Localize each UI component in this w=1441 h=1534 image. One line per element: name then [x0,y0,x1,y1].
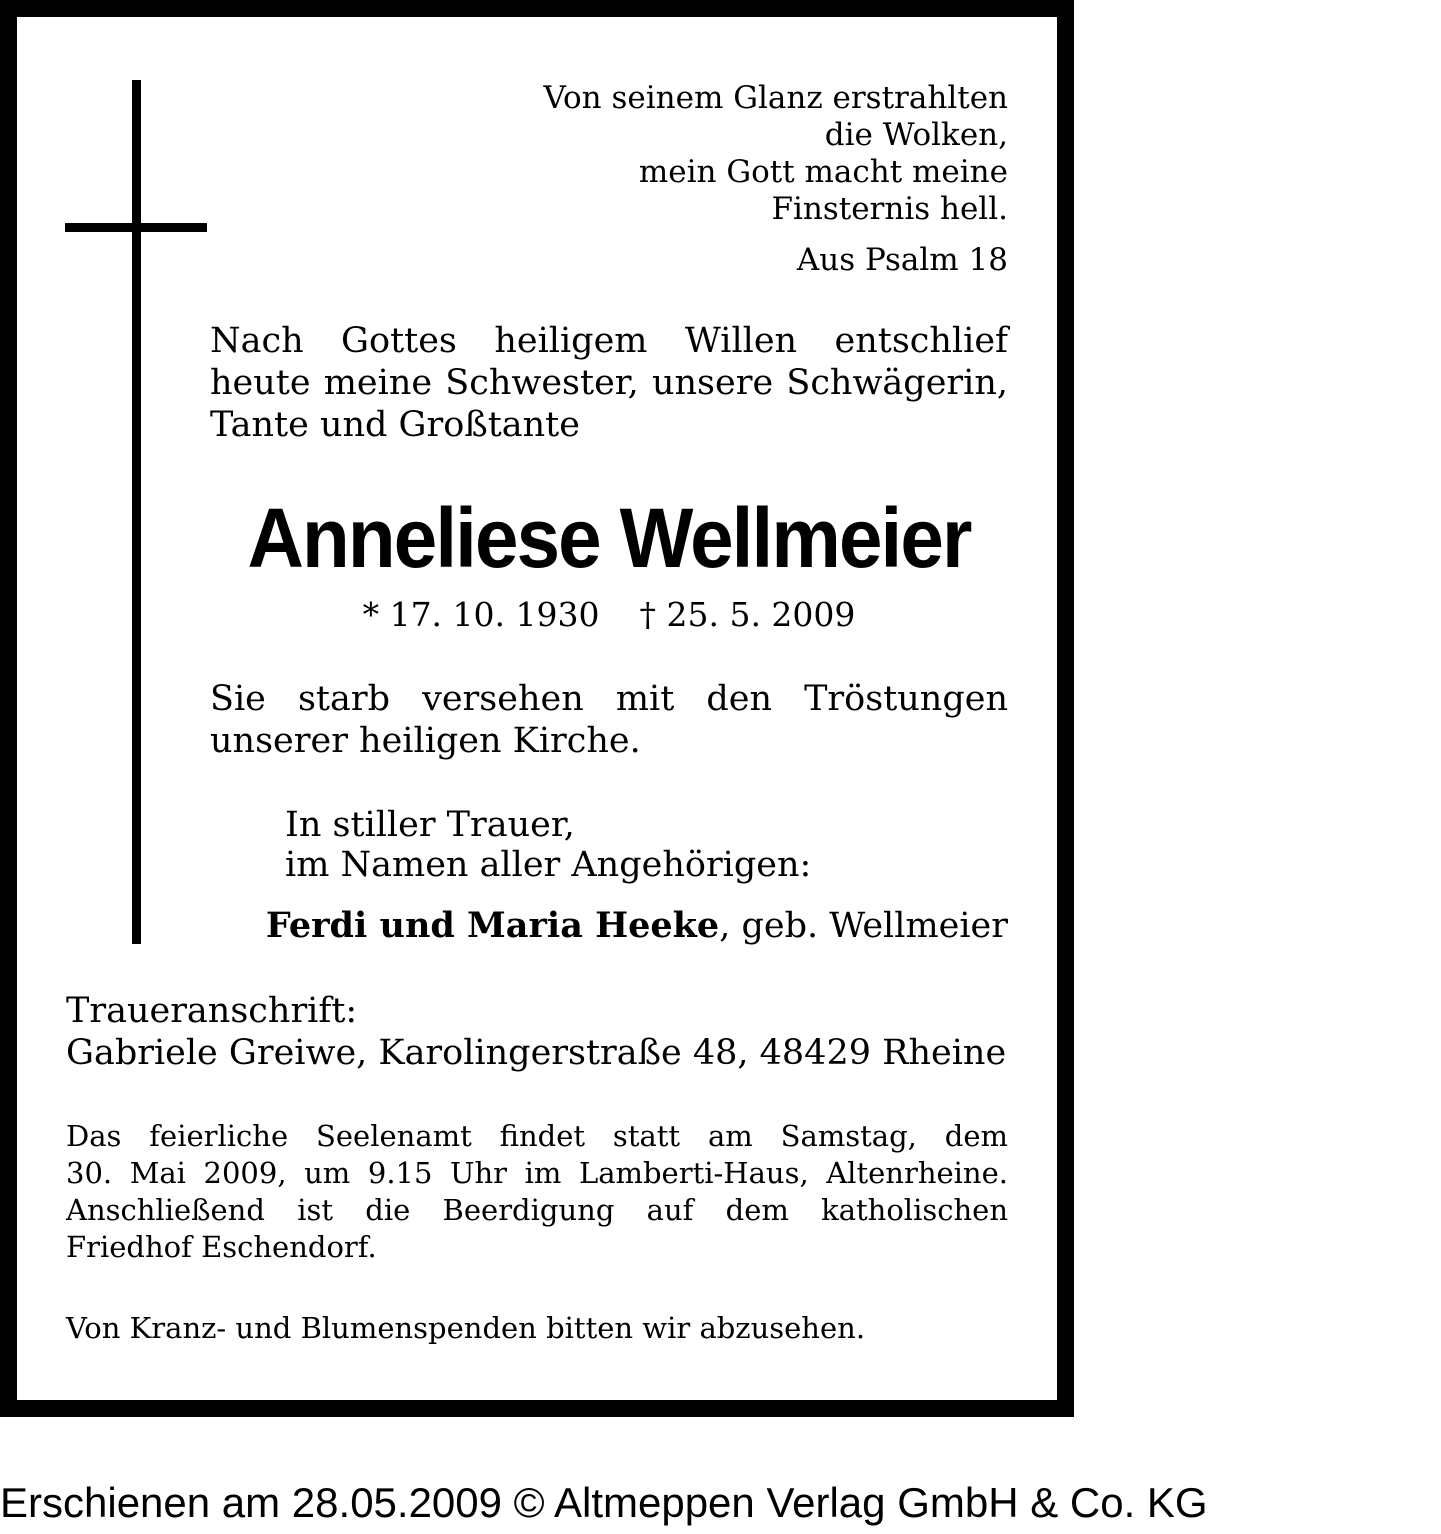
verse-line: Von seinem Glanz erstrahlten [543,80,1008,116]
signature-names: Ferdi und Maria Heeke [265,905,720,946]
address-value: Gabriele Greiwe, Karolingerstraße 48, 48429 Rheine [66,1033,1007,1073]
announcement-line: heute meine Schwester, unsere Schwägerin, [210,363,1008,403]
service-line: Anschließend ist die Beerdigung auf dem katholischen [66,1193,1008,1227]
death-date: † 25. 5. 2009 [639,595,856,634]
address-label: Traueranschrift: [66,991,358,1031]
psalm-verse [543,80,1008,228]
mourning-address [66,990,1006,1074]
deceased-name: Anneliese Wellmeier [247,491,971,585]
announcement-line: Nach Gottes heiligem Willen entschlief [210,321,1008,361]
service-line: Das feierliche Seelenamt findet statt am Samstag, dem [66,1119,1008,1153]
verse-source: Aus Psalm 18 [796,242,1008,278]
cross-icon-crossbar [65,223,207,232]
verse-line: die Wolken, [824,117,1008,153]
verse-line: Finsternis hell. [771,191,1008,227]
signature [266,905,1008,947]
signature-suffix: , geb. Wellmeier [719,906,1008,946]
flowers-note: Von Kranz- und Blumenspenden bitten wir abzusehen. [66,1311,866,1345]
publication-footer: Erschienen am 28.05.2009 © Altmeppen Verlag GmbH & Co. KG [0,1479,1208,1526]
life-dates [210,595,1008,635]
mourning-text [285,805,811,885]
verse-line: mein Gott macht meine [638,154,1008,190]
consolation-line: Sie starb versehen mit den Tröstungen [210,679,1008,719]
mourning-line: In stiller Trauer, [285,805,575,845]
announcement-line: Tante und Großtante [210,405,580,445]
birth-date: * 17. 10. 1930 [362,595,600,634]
service-line: 30. Mai 2009, um 9.15 Uhr im Lamberti-Haus, Altenrheine. [66,1156,1008,1190]
consolation-line: unserer heiligen Kirche. [210,721,641,761]
service-info [66,1118,1008,1266]
mourning-line: im Namen aller Angehörigen: [285,845,812,885]
cross-icon [132,80,141,944]
consolation-text [210,678,1008,762]
service-line: Friedhof Eschendorf. [66,1230,377,1264]
death-announcement [210,320,1008,446]
